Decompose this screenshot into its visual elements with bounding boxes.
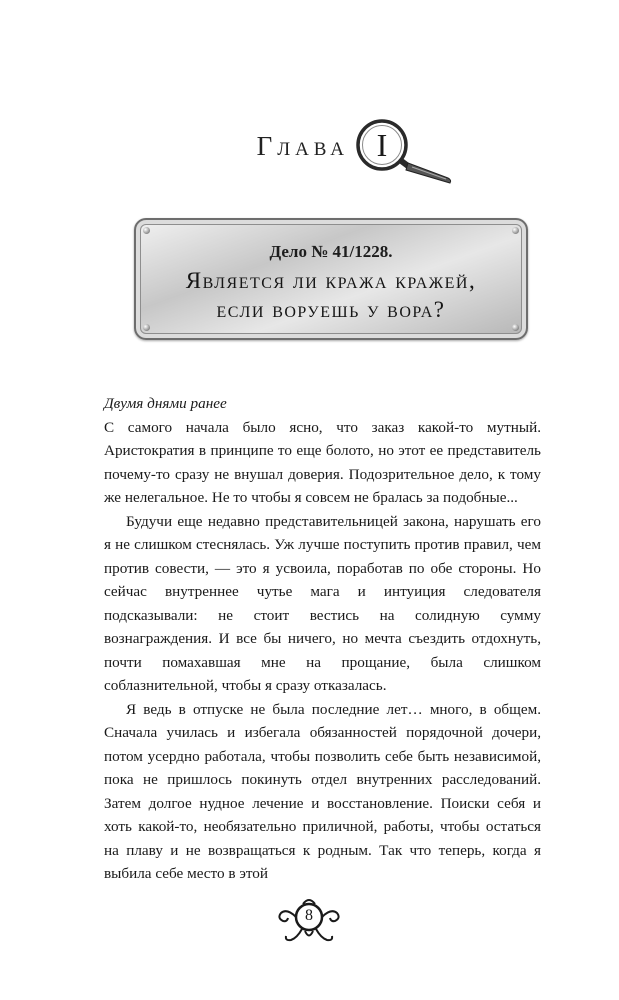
bolt-icon (143, 227, 150, 234)
section-subtitle: Двумя днями ранее (104, 395, 227, 412)
chapter-heading (0, 108, 619, 188)
page-number: 8 (305, 907, 313, 924)
bolt-icon (512, 324, 519, 331)
chapter-word: Глава (256, 131, 349, 161)
body-text (104, 392, 541, 886)
bolt-icon (512, 227, 519, 234)
chapter-numeral: I (376, 127, 388, 163)
case-title-line-1: Является ли кража кражей, (185, 268, 477, 293)
case-number: Дело № 41/1228. (269, 242, 393, 261)
bolt-icon (143, 324, 150, 331)
case-plaque (134, 218, 528, 340)
paragraph: Будучи еще недавно представительницей закона, нарушать его я не слишком стеснялась. Уж лучше поступить против правил, чем против совести, — это я усвоила, поработав по обе стороны. Но сейчас внутреннее чутье мага и интуиция следователя подсказывали: не стоит вестись на солидную сумму вознаграждения. И все бы ничего, но мечта съездить отдохнуть, почти помахавшая мне на прощание, была слишком соблазнительной, чтобы я сразу отказалась. (104, 512, 541, 694)
page-number-ornament (269, 892, 349, 952)
paragraph: Я ведь в отпуске не была последние лет… много, в общем. Сначала училась и избегала обязанностей порядочной дочери, потом усердно работала, чтобы позволить себе быть независимой, пока не пришлось покинуть отдел внутренних расследований. Затем долгое нудное лечение и восстановление. Поиски себя и хоть какой-то, необязательно приличной, работы, чтобы остаться на плаву и не возвращаться к родным. Так что теперь, когда я выбила себе место в этой (104, 700, 541, 882)
case-title-line-2: если воруешь у вора? (216, 297, 446, 322)
magnifying-glass-icon (352, 114, 456, 184)
paragraph: С самого начала было ясно, что заказ какой-то мутный. Аристократия в принципе то еще болото, но этот ее представитель почему-то сразу не внушал доверия. Подозрительное дело, к тому же нелегальное. Не то чтобы я совсем не бралась за подобные... (104, 418, 541, 506)
